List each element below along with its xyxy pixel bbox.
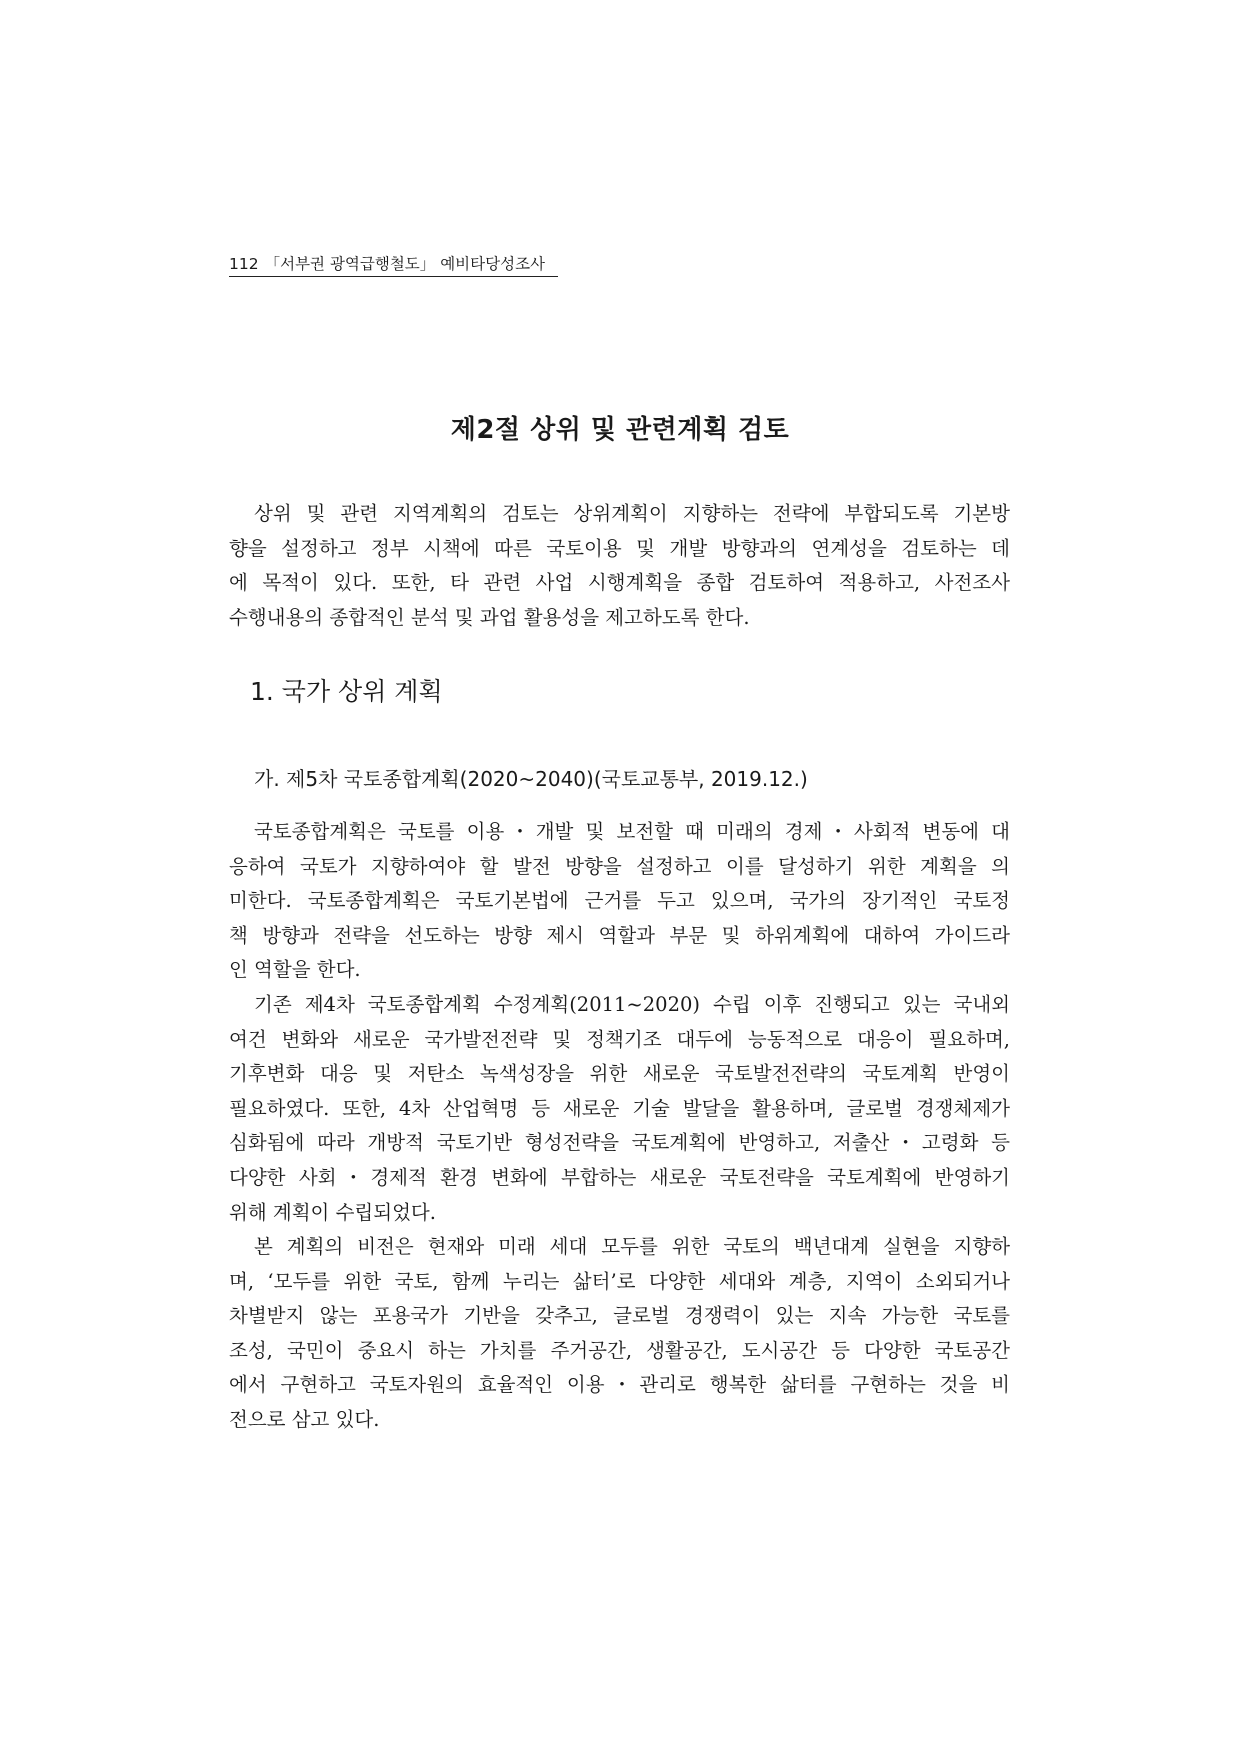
running-header [229, 253, 558, 277]
body-paragraph-1 [229, 815, 1010, 988]
text-line: 차별받지 않는 포용국가 기반을 갖추고, 글로벌 경쟁력이 있는 지속 가능한 국토를 [229, 1304, 1010, 1328]
body-paragraph-2 [229, 988, 1010, 1230]
text-line: 향을 설정하고 정부 시책에 따른 국토이용 및 개발 방향과의 연계성을 검토하는 데 [229, 536, 1010, 560]
text-line: 수행내용의 종합적인 분석 및 과업 활용성을 제고하도록 한다. [229, 605, 750, 629]
body-paragraph-3 [229, 1230, 1010, 1438]
text-line: 책 방향과 전략을 선도하는 방향 제시 역할과 부문 및 하위계획에 대하여 가이드라 [229, 923, 1010, 947]
text-line: 위해 계획이 수립되었다. [229, 1200, 436, 1224]
text-line: 응하여 국토가 지향하여야 할 발전 방향을 설정하고 이를 달성하기 위한 계획을 의 [229, 854, 1010, 878]
text-line: 조성, 국민이 중요시 하는 가치를 주거공간, 생활공간, 도시공간 등 다양한 국토공간 [229, 1338, 1010, 1362]
text-line: 에 목적이 있다. 또한, 타 관련 사업 시행계획을 종합 검토하여 적용하고, 사전조사 [229, 571, 1010, 595]
text-line: 에서 구현하고 국토자원의 효율적인 이용・관리로 행복한 삶터를 구현하는 것을 비 [229, 1373, 1010, 1397]
running-title: 「서부권 광역급행철도」 예비타당성조사 [264, 255, 546, 273]
intro-paragraph [229, 497, 1010, 635]
text-line: 심화됨에 따라 개방적 국토기반 형성전략을 국토계획에 반영하고, 저출산・고령화 등 [229, 1131, 1010, 1155]
text-line: 본 계획의 비전은 현재와 미래 세대 모두를 위한 국토의 백년대계 실현을 지향하 [254, 1235, 1010, 1258]
text-line: 기후변화 대응 및 저탄소 녹색성장을 위한 새로운 국토발전전략의 국토계획 반영이 [229, 1062, 1010, 1086]
text-line: 국토종합계획은 국토를 이용・개발 및 보전할 때 미래의 경제・사회적 변동에 대 [254, 820, 1010, 843]
text-line: 며, ‘모두를 위한 국토, 함께 누리는 삶터’로 다양한 세대와 계층, 지역이 소외되거나 [229, 1269, 1010, 1293]
text-line: 미한다. 국토종합계획은 국토기본법에 근거를 두고 있으며, 국가의 장기적인 국토정 [229, 889, 1010, 913]
text-line: 다양한 사회・경제적 환경 변화에 부합하는 새로운 국토전략을 국토계획에 반영하기 [229, 1165, 1010, 1189]
text-line: 상위 및 관련 지역계획의 검토는 상위계획이 지향하는 전략에 부합되도록 기본방 [254, 502, 1010, 525]
section-title: 제2절 상위 및 관련계획 검토 [450, 415, 790, 445]
page-number: 112 [229, 255, 259, 273]
text-line: 여건 변화와 새로운 국가발전전략 및 정책기조 대두에 능동적으로 대응이 필요하며, [229, 1027, 1010, 1051]
text-line: 인 역할을 한다. [229, 958, 361, 982]
subsection-heading: 1. 국가 상위 계획 [250, 677, 443, 706]
text-line: 전으로 삼고 있다. [229, 1407, 380, 1431]
text-line: 기존 제4차 국토종합계획 수정계획(2011~2020) 수립 이후 진행되고 있는 국내외 [254, 993, 1010, 1016]
text-line: 필요하였다. 또한, 4차 산업혁명 등 새로운 기술 발달을 활용하며, 글로벌 경쟁체제가 [229, 1096, 1010, 1120]
item-heading: 가. 제5차 국토종합계획(2020~2040)(국토교통부, 2019.12.) [254, 767, 808, 791]
